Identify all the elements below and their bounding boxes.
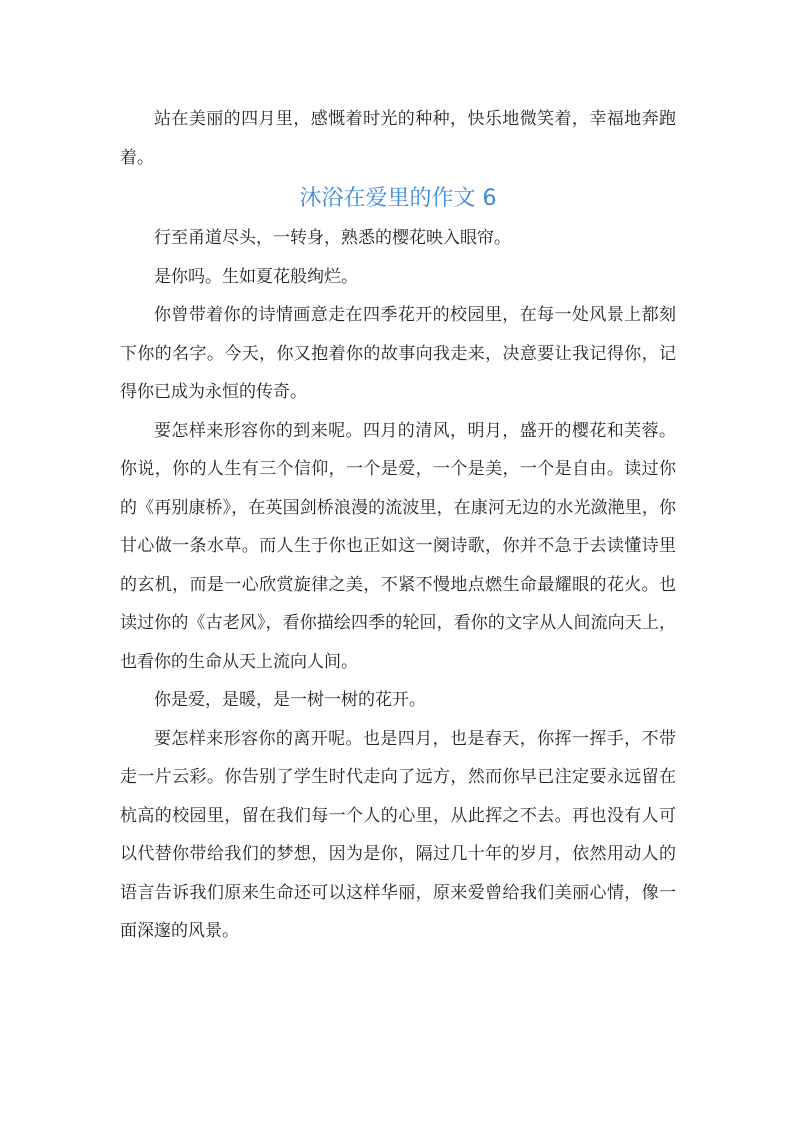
intro-paragraph: 站在美丽的四月里，感慨着时光的种种，快乐地微笑着，幸福地奔跑着。 bbox=[120, 109, 676, 168]
paragraph-1: 行至甬道尽头，一转身，熟悉的樱花映入眼帘。 bbox=[154, 228, 511, 248]
paragraph-2: 是你吗。生如夏花般绚烂。 bbox=[154, 266, 358, 287]
paragraph-6: 要怎样来形容你的离开呢。也是四月，也是春天，你挥一挥手，不带走一片云彩。你告别了学生时代走向了远方，然而你早已注定要永远留在杭高的校园里，留在我们每一个人的心里，从此挥之不去。再也没有人可以代替你带给我们的梦想，因为是你，隔过几十年的岁月，依然用动人的语言告诉我们原来生命还可以这样华丽，原来爱曾给我们美丽心情，像一面深邃的风景。 bbox=[120, 728, 676, 941]
paragraph-4: 要怎样来形容你的到来呢。四月的清风，明月，盛开的樱花和芙蓉。你说，你的人生有三个信仰，一个是爱，一个是美，一个是自由。读过你的《再别康桥》，在英国剑桥浪漫的流波里，在康河无边的水光潋滟里，你甘心做一条水草。而人生于你也正如这一阕诗歌，你并不急于去读懂诗里的玄机，而是一心欣赏旋律之美，不紧不慢地点燃生命最耀眼的花火。也读过你的《古老风》，看你描绘四季的轮回，看你的文字从人间流向天上，也看你的生命从天上流向人间。 bbox=[120, 420, 676, 672]
document-body bbox=[120, 100, 676, 951]
paragraph-5: 你是爱，是暖，是一树一树的花开。 bbox=[154, 690, 426, 710]
section-title: 沐浴在爱里的作文 6 bbox=[299, 186, 497, 211]
paragraph-3: 你曾带着你的诗情画意走在四季花开的校园里，在每一处风景上都刻下你的名字。今天，你又抱着你的故事向我走来，决意要让我记得你，记得你已成为永恒的传奇。 bbox=[120, 305, 676, 402]
